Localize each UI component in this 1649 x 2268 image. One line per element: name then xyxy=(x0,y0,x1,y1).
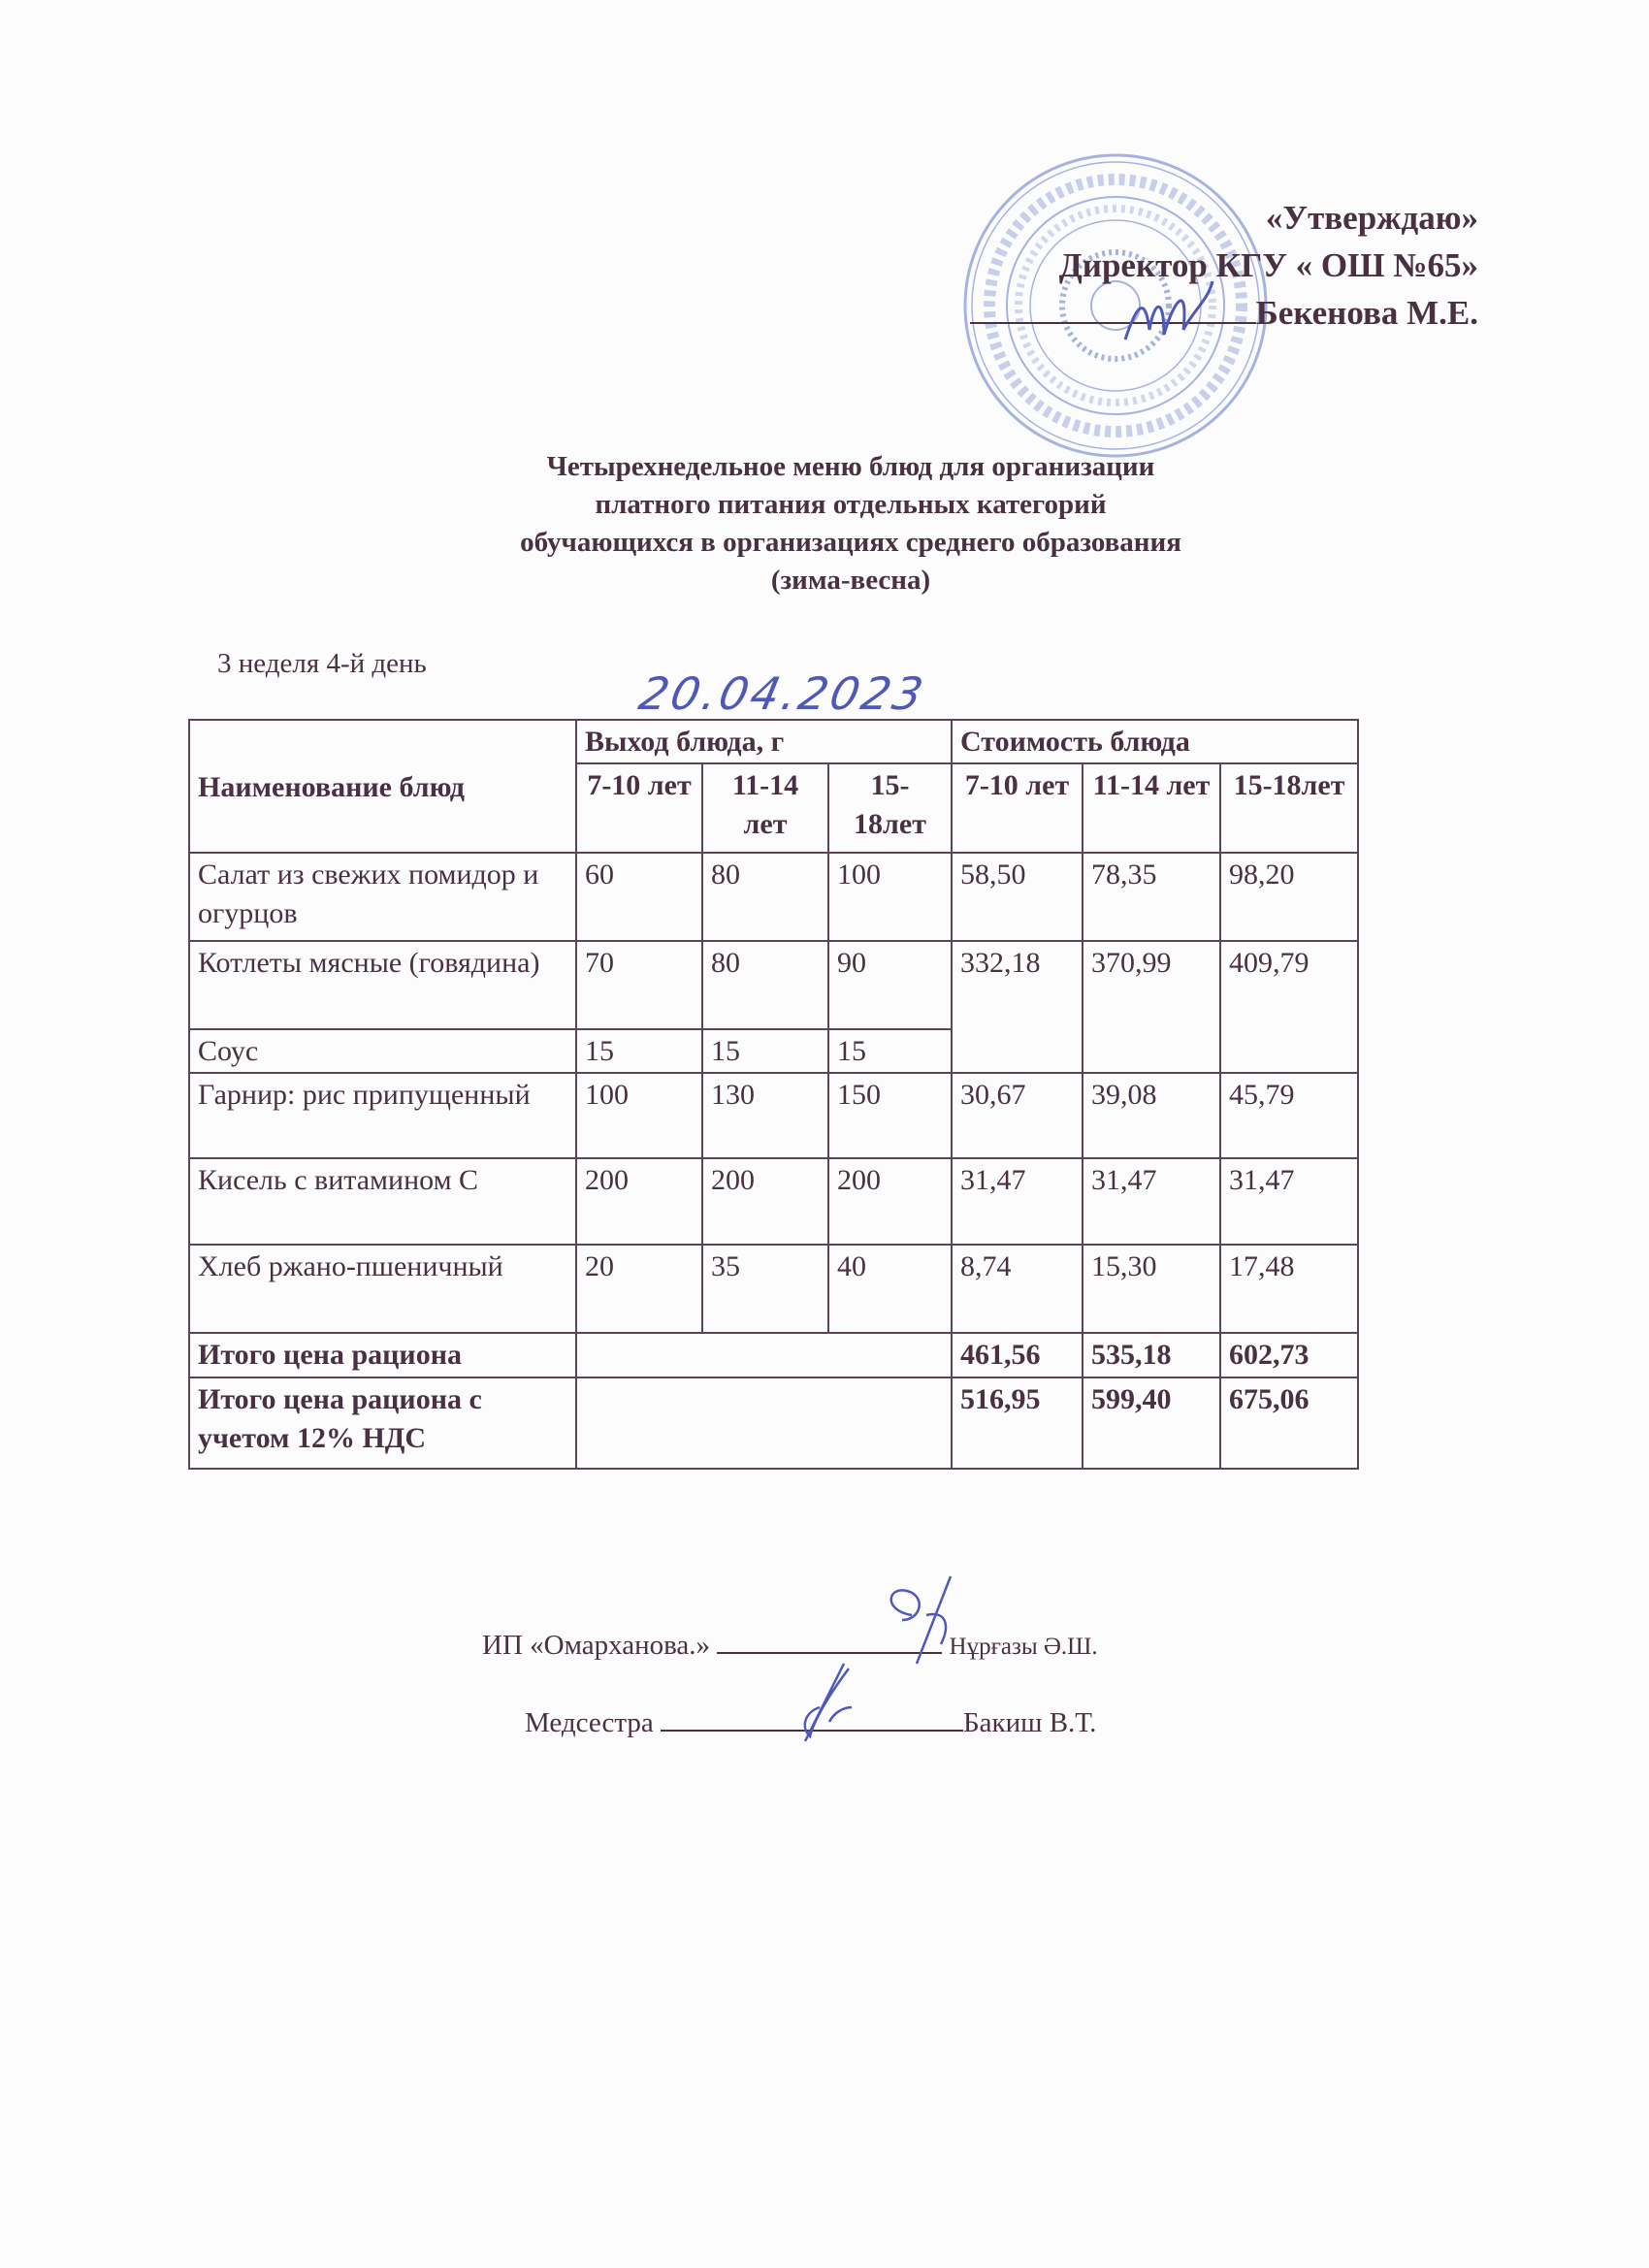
document-title xyxy=(0,448,1649,599)
supplier-label: ИП «Омарханова.» xyxy=(482,1630,711,1661)
total-vat-label: Итого цена рациона с учетом 12% НДС xyxy=(189,1377,576,1469)
director-name: Бекенова М.Е. xyxy=(1255,294,1478,332)
yield-cell: 200 xyxy=(576,1158,702,1245)
table-row xyxy=(189,1245,1358,1333)
cost-cell: 409,79 xyxy=(1220,941,1358,1073)
yield-cell: 15 xyxy=(828,1029,952,1073)
cost-cell: 39,08 xyxy=(1083,1073,1220,1158)
yield-cell: 80 xyxy=(702,941,828,1029)
header-yield: Выход блюда, г xyxy=(576,720,952,763)
menu-table xyxy=(188,719,1359,1470)
cost-cell: 31,47 xyxy=(1220,1158,1358,1245)
yield-cell: 70 xyxy=(576,941,702,1029)
title-line: Четырехнедельное меню блюд для организации xyxy=(546,451,1155,482)
yield-cell: 150 xyxy=(828,1073,952,1158)
yield-cell: 20 xyxy=(576,1245,702,1333)
cost-cell: 332,18 xyxy=(952,941,1083,1073)
header-age: 11-14 лет xyxy=(702,763,828,853)
header-age: 11-14 лет xyxy=(1083,763,1220,853)
cost-cell: 78,35 xyxy=(1083,853,1220,941)
cost-cell: 8,74 xyxy=(952,1245,1083,1333)
dish-name: Гарнир: рис припущенный xyxy=(189,1073,576,1158)
yield-cell: 80 xyxy=(702,853,828,941)
cost-cell: 370,99 xyxy=(1083,941,1220,1073)
yield-cell: 100 xyxy=(828,853,952,941)
director-position: Директор КГУ « ОШ №65» xyxy=(1058,246,1478,284)
header-dish-name: Наименование блюд xyxy=(189,720,576,853)
total-vat-cell: 675,06 xyxy=(1220,1377,1358,1469)
yield-cell: 40 xyxy=(828,1245,952,1333)
empty-cell xyxy=(576,1333,952,1377)
title-line: платного питания отдельных категорий xyxy=(595,489,1107,520)
dish-name: Соус xyxy=(189,1029,576,1073)
total-vat-row xyxy=(189,1377,1358,1469)
table-row xyxy=(189,1073,1358,1158)
nurse-label: Медсестра xyxy=(525,1707,654,1738)
director-signature xyxy=(1116,272,1242,349)
total-vat-cell: 599,40 xyxy=(1083,1377,1220,1469)
cost-cell: 98,20 xyxy=(1220,853,1358,941)
header-age: 15-18лет xyxy=(828,763,952,853)
nurse-signature xyxy=(776,1659,892,1746)
table-row xyxy=(189,941,1358,1029)
yield-cell: 90 xyxy=(828,941,952,1029)
dish-name: Котлеты мясные (говядина) xyxy=(189,941,576,1029)
dish-name: Кисель с витамином С xyxy=(189,1158,576,1245)
total-cell: 535,18 xyxy=(1083,1333,1220,1377)
header-age: 15-18лет xyxy=(1220,763,1358,853)
cost-cell: 17,48 xyxy=(1220,1245,1358,1333)
yield-cell: 100 xyxy=(576,1073,702,1158)
table-row xyxy=(189,1158,1358,1245)
dish-name: Хлеб ржано-пшеничный xyxy=(189,1245,576,1333)
title-line: обучающихся в организациях среднего образования xyxy=(520,527,1181,558)
supplier-name: Нұрғазы Ә.Ш. xyxy=(949,1634,1098,1660)
cost-cell: 31,47 xyxy=(952,1158,1083,1245)
total-label: Итого цена рациона xyxy=(189,1333,576,1377)
table-row xyxy=(189,853,1358,941)
empty-cell xyxy=(576,1377,952,1469)
yield-cell: 200 xyxy=(828,1158,952,1245)
header-age: 7-10 лет xyxy=(952,763,1083,853)
yield-cell: 15 xyxy=(576,1029,702,1073)
approve-heading: «Утверждаю» xyxy=(1265,199,1478,237)
yield-cell: 200 xyxy=(702,1158,828,1245)
yield-cell: 15 xyxy=(702,1029,828,1073)
yield-cell: 130 xyxy=(702,1073,828,1158)
total-cell: 602,73 xyxy=(1220,1333,1358,1377)
header-cost: Стоимость блюда xyxy=(952,720,1358,763)
dish-name: Салат из свежих помидор и огурцов xyxy=(189,853,576,941)
handwritten-date: 20.04.2023 xyxy=(634,667,931,720)
cost-cell: 31,47 xyxy=(1083,1158,1220,1245)
yield-cell: 35 xyxy=(702,1245,828,1333)
supplier-signature xyxy=(873,1571,989,1669)
total-vat-cell: 516,95 xyxy=(952,1377,1083,1469)
title-line: (зима-весна) xyxy=(770,565,931,596)
yield-cell: 60 xyxy=(576,853,702,941)
total-cell: 461,56 xyxy=(952,1333,1083,1377)
cost-cell: 30,67 xyxy=(952,1073,1083,1158)
cost-cell: 58,50 xyxy=(952,853,1083,941)
total-row xyxy=(189,1333,1358,1377)
header-age: 7-10 лет xyxy=(576,763,702,853)
cost-cell: 15,30 xyxy=(1083,1245,1220,1333)
supplier-signature-row xyxy=(482,1625,1098,1662)
nurse-name: Бакиш В.Т. xyxy=(963,1707,1097,1738)
week-day-label: 3 неделя 4-й день xyxy=(217,648,427,679)
cost-cell: 45,79 xyxy=(1220,1073,1358,1158)
